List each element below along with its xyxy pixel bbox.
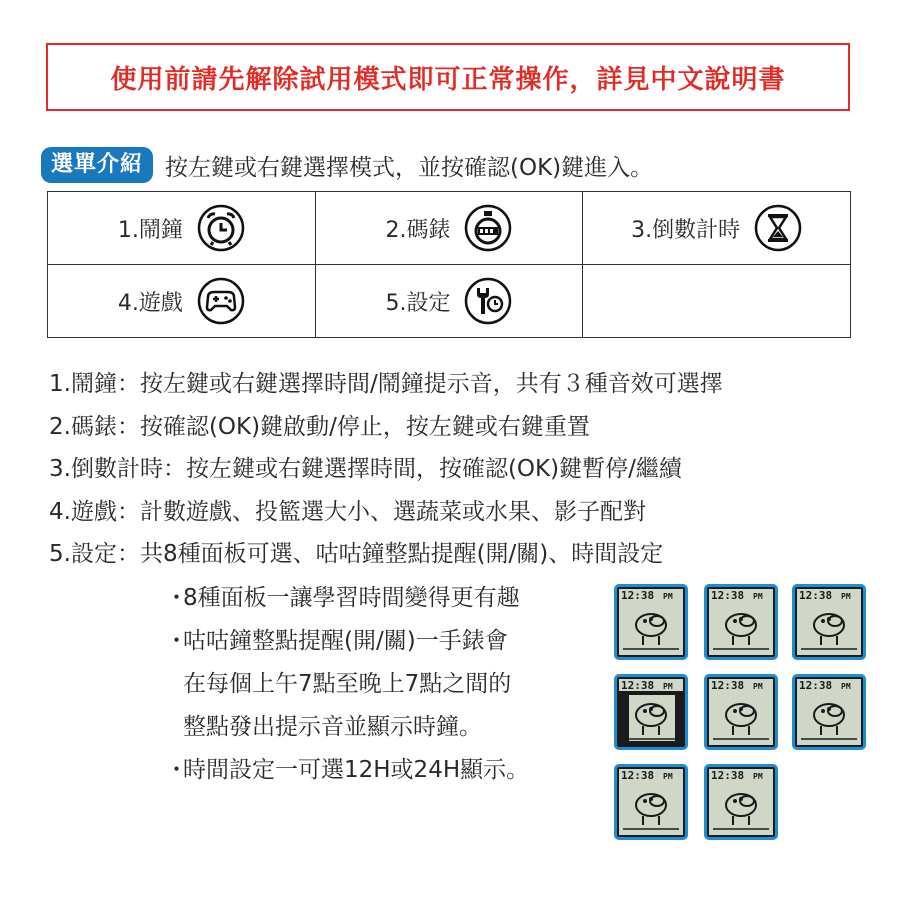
watch-face-ampm: PM: [841, 592, 851, 601]
trial-mode-warning: 使用前請先解除試用模式即可正常操作，詳見中文說明書: [46, 43, 850, 111]
watch-face-ampm: PM: [663, 682, 673, 691]
settings-sub-list: [165, 577, 605, 792]
stopwatch-icon: [464, 204, 512, 252]
watch-face-time: 12:38: [621, 679, 655, 692]
bullet: ・: [165, 585, 188, 611]
watch-face-thumbnail: [703, 763, 779, 841]
mode-cell-settings: [315, 265, 583, 338]
mode-cell-game: [48, 265, 316, 338]
mode-cell-countdown: [583, 192, 851, 265]
sub-text-cuckoo-1: 咕咕鐘整點提醒(開/關)一手錶會: [183, 628, 508, 654]
mode-label-stopwatch: 2.碼錶: [385, 217, 451, 243]
watch-face-ampm: PM: [841, 682, 851, 691]
mode-descriptions: [49, 363, 889, 576]
watch-face-ampm: PM: [663, 772, 673, 781]
watch-face-thumbnail: [791, 673, 867, 751]
watch-face-thumbnail: [613, 583, 689, 661]
watch-face-time: 12:38: [621, 589, 655, 602]
watch-face-thumbnail: [613, 673, 689, 751]
sub-text-time-setting: 時間設定一可選12H或24H顯示。: [183, 757, 530, 783]
desc-game: 4.遊戲：計數遊戲、投籃選大小、選蔬菜或水果、影子配對: [49, 498, 646, 525]
menu-header: [41, 145, 653, 185]
bullet: ・: [165, 757, 188, 783]
mode-label-game: 4.遊戲: [117, 290, 183, 316]
menu-instruction: 按左鍵或右鍵選擇模式，並按確認(OK)鍵進入。: [165, 154, 654, 181]
sub-item-panels: [165, 577, 605, 620]
watch-face-thumbnail: [791, 583, 867, 661]
watch-face-time: 12:38: [711, 769, 745, 782]
sub-item-cuckoo: [165, 620, 605, 663]
watch-face-time: 12:38: [711, 589, 745, 602]
mode-cell-stopwatch: [315, 192, 583, 265]
gamepad-icon: [197, 277, 245, 325]
desc-alarm: 1.鬧鐘：按左鍵或右鍵選擇時間/鬧鐘提示音，共有３種音效可選擇: [49, 371, 723, 397]
watch-face-thumbnail: [703, 583, 779, 661]
wrench-clock-icon: [464, 277, 512, 325]
desc-stopwatch: 2.碼錶：按確認(OK)鍵啟動/停止，按左鍵或右鍵重置: [49, 413, 590, 440]
sub-text-cuckoo-3: 整點發出提示音並顯示時鐘。: [183, 714, 482, 740]
watch-face-ampm: PM: [753, 682, 763, 691]
sub-text-cuckoo-2: 在每個上午7點至晚上7點之間的: [183, 671, 512, 697]
watch-face-gallery: [613, 583, 873, 845]
watch-face-ampm: PM: [663, 592, 673, 601]
desc-countdown: 3.倒數計時：按左鍵或右鍵選擇時間，按確認(OK)鍵暫停/繼續: [49, 456, 682, 482]
sub-text-panels: 8種面板一讓學習時間變得更有趣: [183, 585, 520, 611]
bullet: ・: [165, 628, 188, 654]
mode-label-alarm: 1.鬧鐘: [117, 217, 183, 243]
sub-item-cuckoo-cont: [165, 706, 605, 749]
watch-face-ampm: PM: [753, 592, 763, 601]
watch-face-time: 12:38: [799, 589, 833, 602]
watch-face-thumbnail: [703, 673, 779, 751]
watch-face-ampm: PM: [753, 772, 763, 781]
watch-face-time: 12:38: [711, 679, 745, 692]
watch-face-time: 12:38: [799, 679, 833, 692]
mode-cell-empty: [583, 265, 851, 338]
hourglass-icon: [754, 204, 802, 252]
sub-item-cuckoo-cont: [165, 663, 605, 706]
watch-face-time: 12:38: [621, 769, 655, 782]
mode-table: [47, 191, 851, 338]
menu-badge: 選單介紹: [41, 147, 153, 183]
mode-label-countdown: 3.倒數計時: [631, 217, 741, 243]
mode-cell-alarm: [48, 192, 316, 265]
mode-label-settings: 5.設定: [385, 290, 451, 316]
sub-item-time-setting: [165, 749, 605, 792]
desc-settings: 5.設定：共8種面板可選、咕咕鐘整點提醒(開/關)、時間設定: [49, 541, 664, 567]
watch-face-thumbnail: [613, 763, 689, 841]
alarm-clock-icon: [197, 204, 245, 252]
